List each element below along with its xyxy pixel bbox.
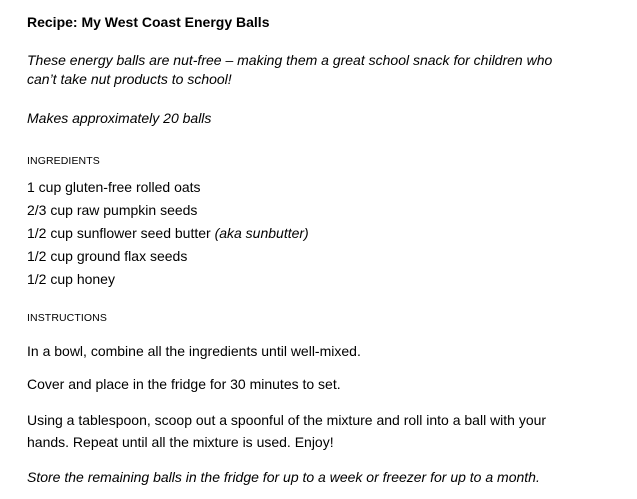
instruction-step-1: In a bowl, combine all the ingredients until well-mixed. xyxy=(27,343,361,359)
ingredient-item xyxy=(27,201,197,219)
ingredient-text: 1/2 cup sunflower seed butter xyxy=(27,225,215,241)
ingredient-item xyxy=(27,224,309,242)
instruction-step-3-line-1: Using a tablespoon, scoop out a spoonful of the mixture and roll into a ball with your xyxy=(27,412,547,428)
instruction-step-3-line-2: hands. Repeat until all the mixture is used. Enjoy! xyxy=(27,434,334,450)
ingredient-text: 1/2 cup ground flax seeds xyxy=(27,248,188,264)
ingredient-text: 2/3 cup raw pumpkin seeds xyxy=(27,202,198,218)
ingredient-text: 1 cup gluten-free rolled oats xyxy=(27,179,201,195)
intro-line-2: can’t take nut products to school! xyxy=(27,71,232,87)
ingredients-heading: INGREDIENTS xyxy=(27,155,100,167)
yield-text: Makes approximately 20 balls xyxy=(27,110,212,126)
ingredient-item xyxy=(27,178,201,196)
storage-note: Store the remaining balls in the fridge for up to a week or freezer for up to a month. xyxy=(27,469,540,485)
ingredient-text: 1/2 cup honey xyxy=(27,271,115,287)
instructions-heading: INSTRUCTIONS xyxy=(27,312,107,324)
ingredient-note: (aka sunbutter) xyxy=(214,225,309,241)
ingredient-item xyxy=(27,247,187,265)
recipe-title: Recipe: My West Coast Energy Balls xyxy=(27,14,270,30)
instruction-step-2: Cover and place in the fridge for 30 minutes to set. xyxy=(27,376,341,392)
intro-line-1: These energy balls are nut-free – making them a great school snack for children who xyxy=(27,52,553,68)
ingredient-item xyxy=(27,270,115,288)
